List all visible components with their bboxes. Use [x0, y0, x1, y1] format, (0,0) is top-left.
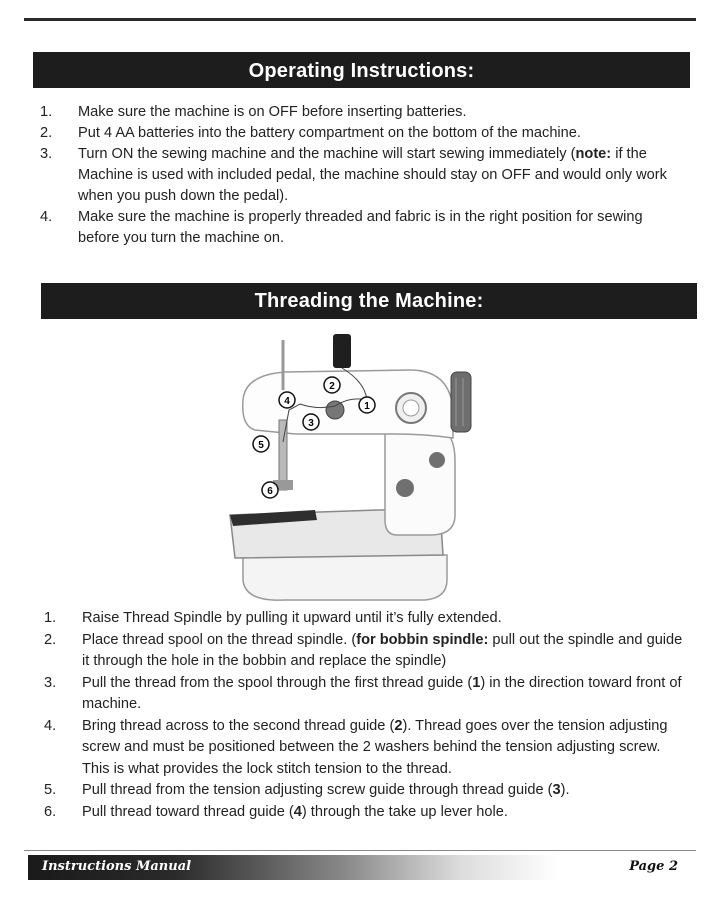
callout-label: 1 — [364, 401, 370, 412]
step-number: 1. — [40, 104, 53, 120]
step-text: Place thread spool on the thread spindle. ( — [82, 631, 357, 648]
power-button — [396, 479, 414, 497]
footer-manual-title: Instructions Manual — [42, 859, 192, 874]
list-item — [40, 123, 680, 144]
callout-label: 4 — [284, 396, 290, 407]
step-number: 2. — [44, 631, 57, 648]
callout-4 — [279, 392, 295, 408]
step-text: Make sure the machine is on OFF before inserting batteries. — [78, 104, 467, 120]
step-number: 6. — [44, 803, 57, 820]
threading-heading: Threading the Machine: — [41, 283, 697, 319]
list-item — [44, 802, 684, 824]
needle-bar — [279, 420, 287, 490]
step-text: ). — [560, 782, 570, 798]
list-item — [44, 630, 684, 673]
step-text: ). Thread goes over the tension adjusting screw and must be positioned between the 2 washers behind the tension adjusting screw. This is what provides the lock stitch tension to the thread. — [82, 717, 668, 777]
step-text: Pull the thread from the spool through the first thread guide ( — [82, 674, 473, 691]
step-number: 1. — [44, 610, 57, 626]
step-text: pull out the spindle and guide it through the hole in the bobbin and replace the spindle) — [82, 631, 683, 669]
page-number: Page 2 — [629, 859, 678, 874]
callout-label: 2 — [329, 381, 335, 392]
callout-label: 5 — [258, 440, 264, 451]
callout-1 — [359, 397, 375, 413]
step-number: 4. — [44, 717, 57, 734]
threading-steps-list — [44, 608, 684, 823]
step-text: ) through the take up lever hole. — [301, 803, 508, 820]
handwheel — [451, 372, 471, 432]
callout-label: 6 — [267, 486, 273, 497]
footer-divider — [24, 850, 696, 851]
step-text: Put 4 AA batteries into the battery compartment on the bottom of the machine. — [78, 125, 581, 141]
step-number: 3. — [44, 674, 57, 691]
step-text-bold: 1 — [472, 674, 481, 691]
list-item — [44, 673, 684, 716]
list-item — [44, 780, 684, 802]
list-item — [40, 102, 680, 123]
step-text: Bring thread across to the second thread guide ( — [82, 717, 395, 734]
step-text: Turn ON the sewing machine and the machine will start sewing immediately ( — [78, 146, 576, 162]
step-text: Make sure the machine is properly threaded and fabric is in the right position for sewing before you turn the machine on. — [78, 209, 643, 246]
callout-3 — [303, 414, 319, 430]
sewing-machine-diagram — [225, 330, 485, 602]
list-item — [44, 608, 684, 630]
step-text-bold: note: — [575, 146, 612, 162]
operating-steps-list — [40, 102, 680, 249]
step-text: Pull thread from the tension adjusting screw guide through thread guide ( — [82, 782, 553, 798]
callout-6 — [262, 482, 278, 498]
step-number: 3. — [40, 146, 53, 162]
list-item — [40, 144, 680, 207]
top-divider — [24, 18, 696, 21]
list-item — [44, 716, 684, 781]
tension-knob — [326, 401, 344, 419]
callout-5 — [253, 436, 269, 452]
step-text-bold: for bobbin spindle: — [356, 631, 489, 648]
step-text-bold: 3 — [552, 782, 561, 798]
step-text: Pull thread toward thread guide ( — [82, 803, 294, 820]
step-text: Raise Thread Spindle by pulling it upward until it’s fully extended. — [82, 610, 502, 626]
step-number: 2. — [40, 125, 53, 141]
operating-instructions-heading: Operating Instructions: — [33, 52, 690, 88]
machine-base — [243, 555, 447, 600]
step-text-bold: 4 — [293, 803, 302, 820]
step-text: if the Machine is used with included pedal, the machine should stay on OFF and would only work when you push down the pedal). — [78, 146, 667, 204]
page-footer — [28, 855, 692, 880]
callout-2 — [324, 377, 340, 393]
step-number: 4. — [40, 209, 53, 225]
thread-spool — [333, 334, 351, 368]
callout-label: 3 — [308, 418, 314, 429]
step-text: ) in the direction toward front of machine. — [82, 674, 682, 712]
list-item — [40, 207, 680, 249]
step-number: 5. — [44, 782, 57, 798]
step-text-bold: 2 — [394, 717, 403, 734]
speed-button — [429, 452, 445, 468]
